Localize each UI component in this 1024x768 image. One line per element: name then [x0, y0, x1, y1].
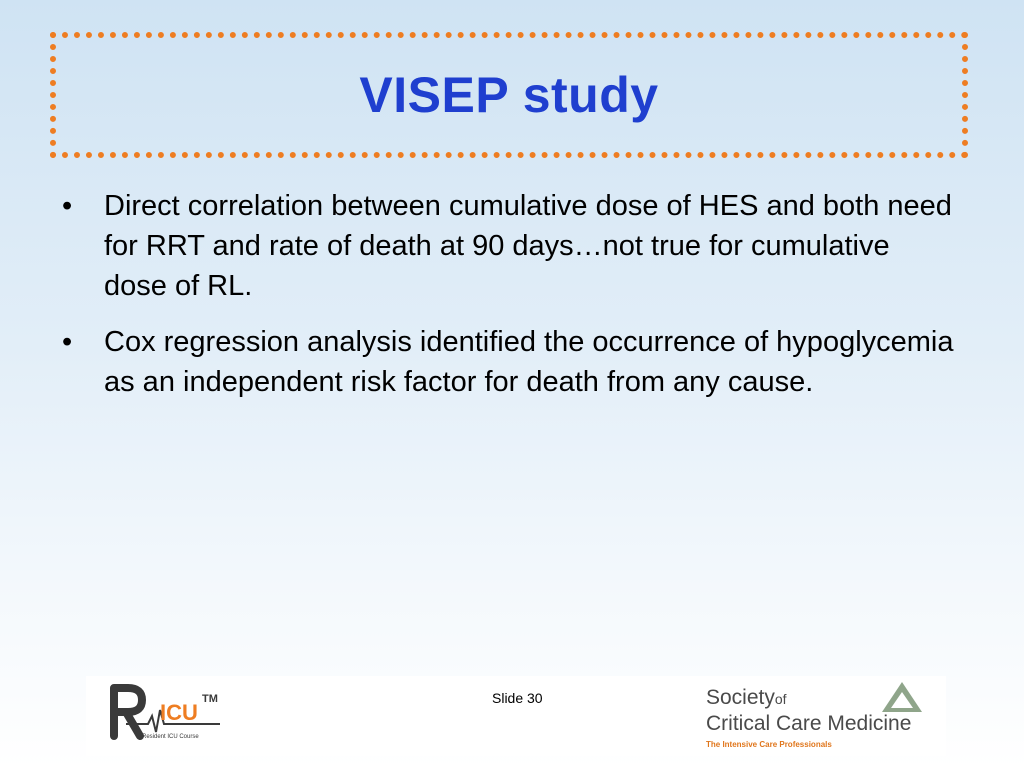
svg-text:ICU: ICU — [160, 700, 198, 725]
bullet-item — [58, 322, 958, 402]
bullet-marker: • — [62, 190, 73, 222]
bullet-item — [58, 186, 958, 306]
ricu-trademark: TM — [202, 693, 218, 705]
ricu-logo-icon — [108, 680, 228, 750]
sccm-name-line2: Critical Care Medicine — [706, 712, 912, 735]
bullet-text: Cox regression analysis identified the occurrence of hypoglycemia as an independent risk factor for death from any cause. — [104, 326, 954, 398]
sccm-triangle-icon — [880, 680, 924, 714]
bullet-marker: • — [62, 326, 73, 358]
title-box — [50, 32, 968, 158]
sccm-society: Society — [706, 686, 775, 709]
slide-number: Slide 30 — [492, 690, 543, 706]
ricu-caption: Resident ICU Course — [142, 734, 199, 740]
bullet-text: Direct correlation between cumulative dose of HES and both need for RRT and rate of death at 90 days…not true for cumulative dose of RL. — [104, 190, 952, 302]
sccm-of: of — [774, 691, 787, 707]
sccm-logo-icon — [700, 678, 936, 754]
ricu-logo-graphic — [108, 680, 228, 750]
bullet-list — [58, 186, 958, 418]
sccm-name-line1 — [706, 686, 787, 710]
slide-title: VISEP study — [359, 67, 659, 123]
sccm-tagline: The Intensive Care Professionals — [706, 740, 832, 749]
